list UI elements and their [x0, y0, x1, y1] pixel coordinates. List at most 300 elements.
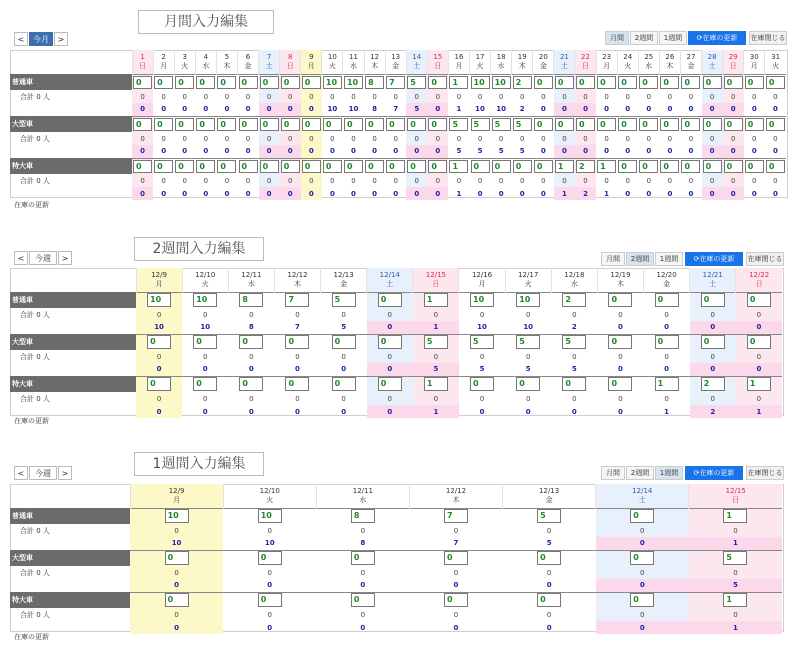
current-week-button[interactable]: 今週	[29, 466, 57, 480]
remaining-count: 0	[646, 189, 652, 198]
quantity-input[interactable]: 0	[165, 593, 189, 607]
remaining-count: 0	[646, 147, 652, 156]
quantity-input[interactable]: 2	[513, 76, 532, 89]
quantity-input[interactable]: 0	[175, 118, 194, 131]
weekday-label: 水	[359, 495, 367, 504]
quantity-input[interactable]: 7	[386, 76, 405, 89]
booked-count: 0	[245, 134, 251, 143]
booked-count: 0	[596, 608, 689, 621]
quantity-input[interactable]: 1	[449, 160, 468, 173]
quantity-input[interactable]: 2	[562, 293, 586, 307]
quantity-input[interactable]: 10	[470, 293, 494, 307]
quantity-input[interactable]: 0	[258, 593, 282, 607]
quantity-input[interactable]: 0	[630, 593, 654, 607]
date-label: 20	[538, 52, 548, 61]
quantity-input[interactable]: 0	[660, 76, 679, 89]
quantity-input[interactable]: 0	[239, 76, 258, 89]
weekday-label: 金	[545, 495, 553, 504]
quantity-input[interactable]: 0	[747, 293, 771, 307]
quantity-input[interactable]: 0	[133, 76, 152, 89]
remaining-count: 0	[646, 105, 652, 114]
quantity-input[interactable]: 0	[351, 593, 375, 607]
quantity-input[interactable]: 0	[407, 118, 426, 131]
date-label: 28	[707, 52, 717, 61]
remaining-count: 5	[498, 147, 504, 156]
close-inventory-button[interactable]: 在庫閉じる	[749, 31, 787, 45]
quantity-input[interactable]: 0	[655, 335, 679, 349]
quantity-input[interactable]: 0	[618, 118, 637, 131]
quantity-input[interactable]: 0	[745, 118, 764, 131]
quantity-input[interactable]: 0	[175, 76, 194, 89]
quantity-input[interactable]: 0	[154, 118, 173, 131]
quantity-input[interactable]: 0	[281, 118, 300, 131]
quantity-input[interactable]: 0	[323, 118, 342, 131]
remaining-count: 0	[453, 623, 459, 632]
weekday-label: 木	[518, 61, 526, 70]
booked-count: 0	[541, 92, 546, 101]
remaining-count: 0	[736, 363, 782, 376]
quantity-input[interactable]: 0	[332, 377, 356, 391]
booked-count: 0	[295, 394, 300, 403]
category-name: 特大車	[10, 158, 132, 174]
view-1week-button[interactable]: 1週間	[655, 252, 683, 266]
quantity-input[interactable]: 0	[217, 118, 236, 131]
quantity-input[interactable]: 0	[608, 377, 632, 391]
remaining-count: 2	[690, 405, 736, 418]
weekday-label: 土	[413, 61, 421, 70]
weekday-label: 火	[624, 61, 632, 70]
remaining-count: 0	[367, 405, 413, 418]
booked-count: 0	[723, 90, 744, 103]
quantity-input[interactable]: 0	[660, 118, 679, 131]
quantity-input[interactable]: 0	[639, 76, 658, 89]
quantity-input[interactable]: 0	[175, 160, 194, 173]
quantity-input[interactable]: 0	[365, 118, 384, 131]
quantity-input[interactable]: 0	[407, 160, 426, 173]
booked-count: 0	[182, 176, 187, 185]
view-2week-button[interactable]: 2週間	[630, 31, 658, 45]
booked-count: 0	[773, 134, 778, 143]
next-button[interactable]: >	[58, 466, 72, 480]
quantity-input[interactable]: 0	[378, 335, 402, 349]
quantity-input[interactable]: 2	[576, 160, 595, 173]
quantity-input[interactable]: 0	[285, 377, 309, 391]
quantity-input[interactable]: 0	[703, 160, 722, 173]
weekday-label: 月	[155, 279, 163, 288]
quantity-input[interactable]: 0	[597, 76, 616, 89]
quantity-input[interactable]: 1	[555, 160, 574, 173]
quantity-input[interactable]: 0	[344, 160, 363, 173]
remaining-count: 1	[689, 621, 782, 634]
booked-count: 0	[664, 394, 669, 403]
booked-count: 0	[618, 394, 623, 403]
remaining-count: 7	[295, 323, 300, 332]
booked-count: 0	[688, 92, 694, 101]
view-1week-button[interactable]: 1週間	[655, 466, 683, 480]
quantity-input[interactable]: 10	[165, 509, 189, 523]
quantity-input[interactable]: 0	[239, 118, 258, 131]
quantity-input[interactable]: 0	[537, 593, 561, 607]
quantity-input[interactable]: 0	[701, 335, 725, 349]
remaining-count: 0	[248, 407, 254, 416]
category-total-label: 合計 0 人	[20, 568, 50, 577]
quantity-input[interactable]: 0	[747, 335, 771, 349]
booked-count: 0	[520, 176, 525, 185]
date-header-cell	[409, 484, 502, 508]
quantity-input[interactable]: 0	[239, 335, 263, 349]
date-label: 17	[475, 52, 485, 61]
monthly-title: 月間入力編集	[138, 10, 274, 34]
quantity-input[interactable]: 0	[196, 118, 215, 131]
remaining-count: 0	[132, 103, 153, 116]
quantity-input[interactable]: 0	[639, 118, 658, 131]
quantity-input[interactable]: 0	[378, 293, 402, 307]
quantity-input[interactable]: 0	[258, 551, 282, 565]
quantity-input[interactable]: 10	[471, 76, 490, 89]
remaining-count: 0	[130, 579, 223, 592]
booked-count: 0	[132, 174, 153, 187]
remaining-count: 0	[182, 105, 188, 114]
quantity-input[interactable]: 0	[147, 335, 171, 349]
category-name: 大型車	[10, 550, 130, 566]
quantity-input[interactable]: 0	[260, 76, 279, 89]
quantity-input[interactable]: 0	[239, 160, 258, 173]
view-2week-button[interactable]: 2週間	[626, 252, 654, 266]
booked-count: 0	[453, 568, 459, 577]
update-inventory-button[interactable]: ⟳在庫の更新	[685, 252, 743, 266]
date-label: 12/22	[749, 270, 770, 279]
booked-count: 0	[351, 92, 356, 101]
date-label: 12/14	[632, 486, 653, 495]
booked-count: 0	[132, 90, 153, 103]
remaining-count: 0	[406, 187, 427, 200]
quantity-input[interactable]: 1	[655, 377, 679, 391]
quantity-input[interactable]: 0	[332, 335, 356, 349]
quantity-input[interactable]: 10	[147, 293, 171, 307]
remaining-count: 0	[161, 189, 167, 198]
date-label: 3	[182, 52, 187, 61]
view-month-button[interactable]: 月間	[605, 31, 629, 45]
booked-count: 0	[618, 352, 623, 361]
quantity-input[interactable]: 0	[196, 76, 215, 89]
remaining-count: 5	[546, 539, 552, 548]
quantity-input[interactable]: 0	[281, 76, 300, 89]
quantity-input[interactable]: 5	[492, 118, 511, 131]
quantity-input[interactable]: 0	[428, 76, 447, 89]
quantity-input[interactable]: 0	[562, 377, 586, 391]
quantity-input[interactable]: 0	[630, 509, 654, 523]
quantity-input[interactable]: 0	[147, 377, 171, 391]
quantity-input[interactable]: 0	[534, 118, 553, 131]
quantity-input[interactable]: 0	[630, 551, 654, 565]
booked-count: 0	[498, 134, 504, 143]
quantity-input[interactable]: 0	[745, 76, 764, 89]
category-input-row	[10, 592, 782, 608]
quantity-input[interactable]: 0	[608, 335, 632, 349]
remaining-count: 0	[625, 189, 631, 198]
booked-count: 0	[341, 310, 346, 319]
booked-count: 0	[702, 174, 723, 187]
view-1week-button[interactable]: 1週間	[659, 31, 687, 45]
quantity-input[interactable]: 0	[576, 118, 595, 131]
quantity-input[interactable]: 0	[724, 118, 743, 131]
remaining-count: 10	[477, 323, 487, 332]
remaining-count: 0	[664, 365, 670, 374]
booked-count: 0	[702, 90, 723, 103]
remaining-count: 0	[393, 147, 399, 156]
quantity-input[interactable]: 0	[428, 160, 447, 173]
quantity-input[interactable]: 0	[534, 160, 553, 173]
weekday-label: 金	[340, 279, 348, 288]
view-month-button[interactable]: 月間	[601, 252, 625, 266]
quantity-input[interactable]: 0	[217, 160, 236, 173]
remaining-count: 0	[772, 189, 778, 198]
quantity-input[interactable]: 5	[471, 118, 490, 131]
quantity-input[interactable]: 0	[386, 160, 405, 173]
remaining-count: 0	[604, 105, 610, 114]
prev-button[interactable]: <	[14, 251, 28, 265]
weekday-label: 金	[392, 61, 400, 70]
quantity-input[interactable]: 5	[513, 118, 532, 131]
quantity-input[interactable]: 0	[681, 118, 700, 131]
quantity-input[interactable]: 0	[537, 551, 561, 565]
quantity-input[interactable]: 0	[133, 118, 152, 131]
quantity-input[interactable]: 0	[351, 551, 375, 565]
remaining-count: 0	[498, 189, 504, 198]
date-label: 12/12	[287, 270, 308, 279]
booked-count: 0	[604, 176, 609, 185]
quantity-input[interactable]: 0	[154, 160, 173, 173]
booked-count: 0	[596, 566, 689, 579]
quantity-input[interactable]: 0	[724, 76, 743, 89]
quantity-input[interactable]: 5	[424, 335, 448, 349]
quantity-input[interactable]: 0	[597, 118, 616, 131]
weekday-label: 月	[173, 495, 181, 504]
quantity-input[interactable]: 0	[618, 76, 637, 89]
date-header-cell	[503, 484, 596, 508]
remaining-count: 0	[360, 581, 366, 590]
quantity-input[interactable]: 8	[239, 293, 263, 307]
booked-count: 0	[688, 176, 694, 185]
quantity-input[interactable]: 0	[555, 118, 574, 131]
quantity-input[interactable]: 10	[492, 76, 511, 89]
quantity-input[interactable]: 0	[701, 293, 725, 307]
remaining-count: 10	[523, 323, 534, 332]
quantity-input[interactable]: 0	[471, 160, 490, 173]
next-button[interactable]: >	[54, 32, 68, 46]
quantity-input[interactable]: 0	[513, 160, 532, 173]
date-label: 12/15	[725, 486, 746, 495]
remaining-count: 0	[772, 147, 778, 156]
quantity-input[interactable]: 5	[449, 118, 468, 131]
booked-count: 0	[575, 132, 596, 145]
quantity-input[interactable]: 0	[534, 76, 553, 89]
weekday-label: 土	[386, 279, 394, 288]
quantity-input[interactable]: 0	[444, 593, 468, 607]
quantity-input[interactable]: 0	[196, 160, 215, 173]
quantity-input[interactable]: 5	[562, 335, 586, 349]
quantity-input[interactable]: 1	[747, 377, 771, 391]
quantity-input[interactable]: 5	[470, 335, 494, 349]
quantity-input[interactable]: 5	[332, 293, 356, 307]
remaining-count: 0	[664, 323, 670, 332]
date-label: 2	[161, 52, 166, 61]
quantity-input[interactable]: 0	[260, 160, 279, 173]
quantity-input[interactable]: 0	[386, 118, 405, 131]
quantity-input[interactable]: 0	[239, 377, 263, 391]
remaining-count: 10	[136, 321, 182, 334]
booked-count: 0	[161, 134, 166, 143]
close-inventory-button[interactable]: 在庫閉じる	[746, 466, 784, 480]
date-label: 24	[623, 52, 633, 61]
quantity-input[interactable]: 5	[537, 509, 561, 523]
booked-count: 0	[224, 176, 230, 185]
quantity-input[interactable]: 8	[365, 76, 384, 89]
quantity-input[interactable]: 0	[344, 118, 363, 131]
remaining-count: 0	[540, 189, 546, 198]
quantity-input[interactable]: 0	[555, 76, 574, 89]
date-label: 12/16	[471, 270, 493, 279]
category-total-label: 合計 0 人	[20, 610, 50, 619]
quantity-input[interactable]: 10	[193, 293, 217, 307]
quantity-input[interactable]: 0	[378, 377, 402, 391]
quantity-input[interactable]: 0	[516, 377, 540, 391]
quantity-input[interactable]: 0	[302, 76, 321, 89]
quantity-input[interactable]: 8	[351, 509, 375, 523]
quantity-input[interactable]: 0	[745, 160, 764, 173]
remaining-count: 0	[132, 187, 153, 200]
booked-count: 0	[646, 176, 652, 185]
quantity-input[interactable]: 0	[165, 551, 189, 565]
quantity-input[interactable]: 0	[193, 377, 217, 391]
booked-count: 0	[546, 568, 552, 577]
remaining-count: 0	[367, 321, 413, 334]
quantity-input[interactable]: 0	[703, 76, 722, 89]
quantity-input[interactable]: 0	[655, 293, 679, 307]
quantity-input[interactable]: 0	[576, 76, 595, 89]
quantity-input[interactable]: 2	[701, 377, 725, 391]
quantity-input[interactable]: 0	[365, 160, 384, 173]
booked-count: 0	[604, 134, 609, 143]
spacer-cell	[10, 537, 130, 550]
booked-count: 0	[667, 92, 673, 101]
quantity-input[interactable]: 1	[424, 293, 448, 307]
prev-button[interactable]: <	[14, 466, 28, 480]
booked-count: 0	[413, 392, 459, 405]
quantity-input[interactable]: 0	[281, 160, 300, 173]
quantity-input[interactable]: 0	[302, 160, 321, 173]
remaining-count: 0	[280, 103, 301, 116]
remaining-count: 0	[702, 145, 723, 158]
quantity-input[interactable]: 0	[285, 335, 309, 349]
quantity-input[interactable]: 5	[407, 76, 426, 89]
booked-count: 0	[182, 134, 187, 143]
quantity-input[interactable]: 0	[639, 160, 658, 173]
quantity-input[interactable]: 7	[444, 509, 468, 523]
input-cell	[503, 592, 596, 608]
remaining-count: 0	[224, 147, 230, 156]
quantity-input[interactable]: 0	[193, 335, 217, 349]
remaining-count: 10	[130, 537, 223, 550]
next-button[interactable]: >	[58, 251, 72, 265]
quantity-input[interactable]: 7	[285, 293, 309, 307]
quantity-input[interactable]: 1	[424, 377, 448, 391]
current-week-button[interactable]: 今週	[29, 251, 57, 265]
quantity-input[interactable]: 0	[444, 551, 468, 565]
quantity-input[interactable]: 0	[154, 76, 173, 89]
quantity-input[interactable]: 0	[492, 160, 511, 173]
category-sum-row	[10, 566, 782, 579]
remaining-count: 0	[723, 187, 744, 200]
quantity-input[interactable]: 1	[449, 76, 468, 89]
remaining-count: 0	[772, 105, 778, 114]
date-label: 14	[412, 52, 422, 61]
date-label: 6	[245, 52, 251, 61]
quantity-input[interactable]: 0	[323, 160, 342, 173]
quantity-input[interactable]: 10	[344, 76, 363, 89]
quantity-input[interactable]: 0	[428, 118, 447, 131]
quantity-input[interactable]: 10	[323, 76, 342, 89]
remaining-count: 0	[540, 105, 546, 114]
quantity-input[interactable]: 0	[660, 160, 679, 173]
date-label: 12/11	[241, 270, 262, 279]
close-inventory-button[interactable]: 在庫閉じる	[746, 252, 784, 266]
remaining-count: 0	[525, 407, 531, 416]
quantity-input[interactable]: 0	[618, 160, 637, 173]
quantity-input[interactable]: 1	[597, 160, 616, 173]
booked-count: 0	[203, 176, 209, 185]
update-inventory-button[interactable]: ⟳在庫の更新	[685, 466, 743, 480]
remaining-count: 0	[295, 365, 300, 374]
quantity-input[interactable]: 0	[681, 76, 700, 89]
quantity-input[interactable]: 0	[724, 160, 743, 173]
remaining-count: 5	[341, 323, 347, 332]
quantity-input[interactable]: 10	[516, 293, 540, 307]
quantity-input[interactable]: 0	[133, 160, 152, 173]
update-inventory-button[interactable]: ⟳在庫の更新	[688, 31, 746, 45]
view-month-button[interactable]: 月間	[601, 466, 625, 480]
quantity-input[interactable]: 0	[470, 377, 494, 391]
weekday-label: 火	[181, 61, 189, 70]
view-2week-button[interactable]: 2週間	[626, 466, 654, 480]
booked-count: 0	[541, 134, 546, 143]
quantity-input[interactable]: 1	[723, 509, 747, 523]
current-month-button[interactable]: 今月	[29, 32, 53, 46]
booked-count: 0	[525, 352, 531, 361]
remaining-count: 1	[736, 405, 782, 418]
quantity-input[interactable]: 0	[217, 76, 236, 89]
prev-button[interactable]: <	[14, 32, 28, 46]
quantity-input[interactable]: 0	[766, 160, 785, 173]
input-cell	[409, 550, 502, 566]
booked-count: 0	[301, 132, 322, 145]
quantity-input[interactable]: 5	[516, 335, 540, 349]
quantity-input[interactable]: 1	[723, 593, 747, 607]
weekday-label: 木	[666, 61, 674, 70]
quantity-input[interactable]: 0	[766, 76, 785, 89]
quantity-input[interactable]: 0	[681, 160, 700, 173]
quantity-input[interactable]: 0	[260, 118, 279, 131]
quantity-input[interactable]: 0	[703, 118, 722, 131]
quantity-input[interactable]: 0	[608, 293, 632, 307]
quantity-input[interactable]: 0	[302, 118, 321, 131]
weekday-label: 土	[560, 61, 568, 70]
quantity-input[interactable]: 5	[723, 551, 747, 565]
quantity-input[interactable]: 10	[258, 509, 282, 523]
quantity-input[interactable]: 0	[766, 118, 785, 131]
remaining-count: 0	[245, 147, 251, 156]
booked-count: 0	[702, 132, 723, 145]
